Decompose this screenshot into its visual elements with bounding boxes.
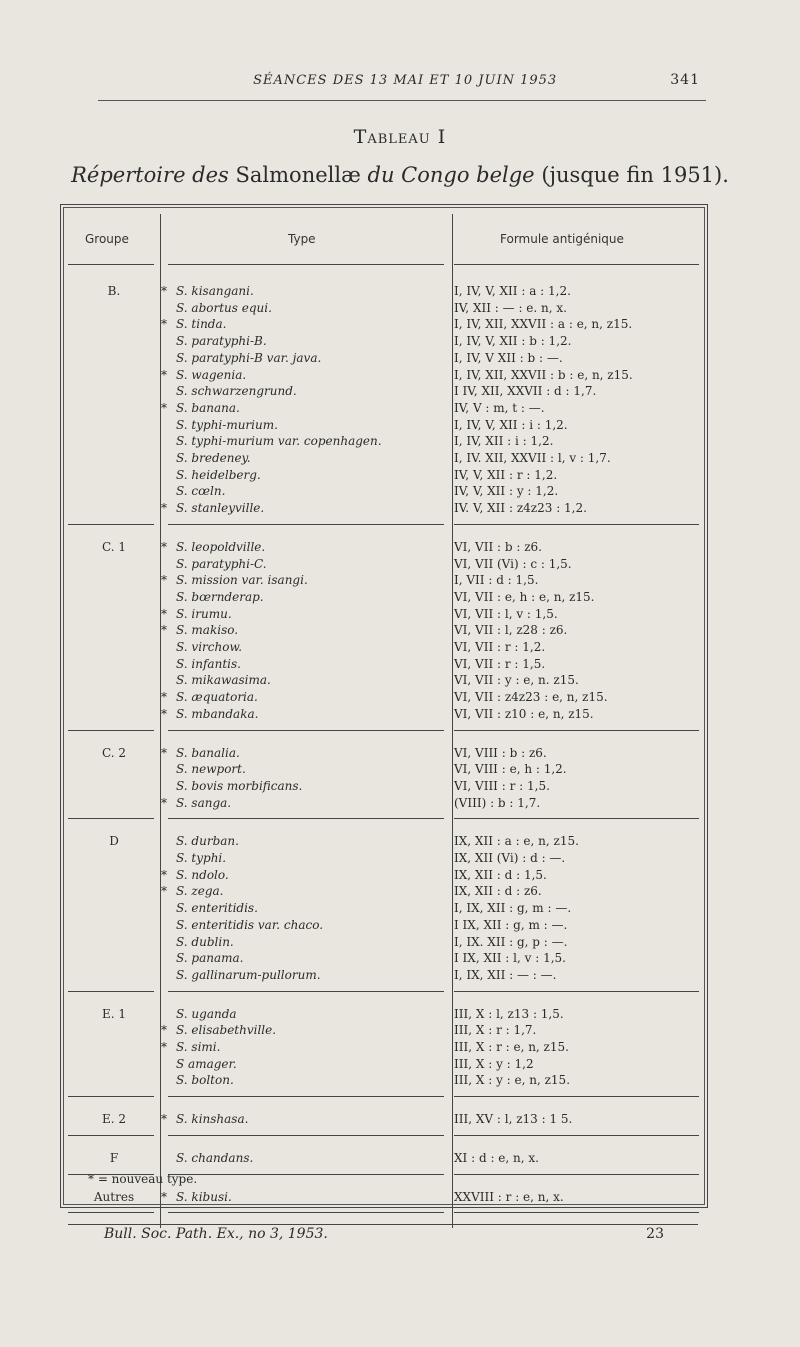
new-type-marker: * (161, 1023, 167, 1038)
salmonella-type: S. makiso. (176, 623, 239, 638)
salmonella-type: S. mbandaka. (176, 706, 259, 721)
antigenic-formula: IX, XII : d : 1,5. (454, 867, 547, 882)
salmonella-type: S. bredeney. (176, 451, 251, 465)
salmonella-type: S. enteritidis. (176, 901, 258, 916)
antigenic-formula: III, X : y : 1,2 (454, 1056, 534, 1071)
salmonella-type: S. typhi-murium. (176, 417, 278, 432)
salmonella-type: S. elisabethville. (176, 1023, 277, 1038)
subtitle-part4: (jusque fin 1951). (541, 163, 729, 187)
formula-header-rule (454, 264, 699, 265)
salmonella-type: S. sanga. (176, 795, 232, 810)
antigenic-formula: IX, XII : a : e, n, z15. (454, 834, 579, 849)
antigenic-formula: IV, V, XII : y : 1,2. (454, 484, 559, 499)
antigenic-formula: I, IV, V, XII : i : 1,2. (454, 417, 568, 432)
salmonella-type: S. paratyphi-B. (176, 334, 267, 349)
salmonella-type: S. paratyphi-C. (176, 556, 267, 571)
salmonella-type: S. banana. (176, 400, 240, 415)
salmonella-type: S. bœrnderap. (176, 589, 264, 604)
salmonella-type: S. æquatoria. (176, 690, 258, 705)
type-separator (168, 1135, 444, 1136)
new-type-marker: * (161, 1189, 167, 1204)
antigenic-formula: III, X : r : e, n, z15. (454, 1040, 569, 1054)
column-divider-1 (160, 214, 161, 1228)
salmonella-type: S. irumu. (176, 606, 232, 621)
new-type-marker: * (161, 1112, 167, 1127)
salmonella-type: S. typhi-murium var. copenhagen. (176, 434, 382, 449)
salmonella-type: S amager. (176, 1056, 237, 1071)
antigenic-formula: VI, VII : l, z28 : z6. (454, 623, 568, 638)
new-type-marker: * (161, 745, 167, 760)
salmonella-type: S. dublin. (176, 934, 234, 949)
antigenic-formula: I, IV, V XII : b : —. (454, 350, 563, 365)
page-footer (104, 1226, 664, 1242)
salmonella-type: S. enteritidis var. chaco. (176, 917, 324, 932)
antigenic-formula: VI, VII (Vi) : c : 1,5. (454, 556, 572, 571)
column-header-group: Groupe (85, 232, 129, 246)
salmonella-type: S. typhi. (176, 851, 227, 865)
salmonella-type: S. uganda (176, 1006, 237, 1021)
antigenic-formula: VI, VII : l, v : 1,5. (454, 606, 558, 621)
formula-separator (454, 1135, 699, 1136)
salmonella-type: S. bovis morbificans. (176, 778, 303, 793)
salmonella-type: S. wagenia. (176, 367, 247, 382)
antigenic-formula: XI : d : e, n, x. (454, 1150, 539, 1165)
antigenic-formula: VI, VII : z4z23 : e, n, z15. (454, 690, 608, 705)
type-separator (168, 1174, 444, 1175)
salmonella-type: S. paratyphi-B var. java. (176, 350, 322, 365)
antigenic-formula: III, X : y : e, n, z15. (454, 1073, 571, 1088)
group-separator (68, 730, 154, 731)
formula-separator (454, 730, 699, 731)
subtitle-part2: Salmonellæ (235, 163, 361, 187)
header-rule (98, 100, 706, 101)
running-title: SÉANCES DES 13 MAI ET 10 JUIN 1953 (253, 73, 558, 88)
new-type-marker: * (161, 706, 167, 721)
salmonella-type: S. stanleyville. (176, 501, 265, 516)
type-separator (168, 730, 444, 731)
salmonella-type: S. banalia. (176, 745, 240, 760)
antigenic-formula: III, X : r : 1,7. (454, 1023, 537, 1038)
new-type-marker: * (161, 884, 167, 899)
new-type-marker: * (161, 501, 167, 516)
new-type-marker: * (161, 795, 167, 810)
formula-separator (454, 1174, 699, 1175)
salmonella-type: S. abortus equi. (176, 300, 272, 315)
group-separator (68, 1212, 154, 1213)
salmonella-type: S. simi. (176, 1040, 221, 1054)
salmonella-type: S. heidelberg. (176, 467, 261, 482)
page-number: 341 (670, 72, 700, 88)
new-type-marker: * (161, 400, 167, 415)
salmonella-type: S. tinda. (176, 317, 227, 332)
table-frame (60, 204, 708, 1208)
antigenic-formula: I, IV. XII, XXVII : l, v : 1,7. (454, 451, 611, 465)
antigenic-formula: III, X : l, z13 : 1,5. (454, 1006, 564, 1021)
signature-number: 23 (646, 1226, 664, 1242)
new-type-marker: * (161, 1040, 167, 1054)
salmonella-type: S. ndolo. (176, 867, 229, 882)
salmonella-type: S. zega. (176, 884, 224, 899)
antigenic-formula: IV, V : m, t : —. (454, 400, 545, 415)
salmonella-type: S. panama. (176, 951, 244, 966)
group-label: D (109, 834, 119, 849)
formula-separator (454, 1212, 699, 1213)
antigenic-formula: I IX, XII : l, v : 1,5. (454, 951, 566, 966)
salmonella-type: S. kibusi. (176, 1189, 232, 1204)
salmonella-type: S. leopoldville. (176, 539, 266, 554)
antigenic-formula: VI, VIII : b : z6. (454, 745, 547, 760)
subtitle-part3: du Congo belge (367, 163, 535, 187)
formula-separator (454, 524, 699, 525)
antigenic-formula: IV, V, XII : r : 1,2. (454, 467, 558, 482)
type-separator (168, 1212, 444, 1213)
new-type-marker: * (161, 317, 167, 332)
antigenic-formula: III, XV : l, z13 : 1 5. (454, 1112, 573, 1127)
group-separator (68, 524, 154, 525)
table-footnote: * = nouveau type. (88, 1172, 198, 1186)
group-label: E. 2 (101, 1112, 127, 1127)
salmonella-type: S. kisangani. (176, 284, 254, 298)
salmonella-type: S. kinshasa. (176, 1112, 249, 1127)
type-separator (168, 524, 444, 525)
column-header-formula: Formule antigénique (500, 232, 624, 246)
group-label: C. 1 (101, 539, 127, 554)
antigenic-formula: I IV, XII, XXVII : d : 1,7. (454, 384, 597, 399)
antigenic-formula: IV, XII : — : e. n, x. (454, 300, 567, 315)
new-type-marker: * (161, 690, 167, 705)
antigenic-formula: IX, XII (Vi) : d : —. (454, 851, 566, 865)
formula-separator (454, 1096, 699, 1097)
group-label: F (109, 1150, 119, 1165)
antigenic-formula: I, VII : d : 1,5. (454, 573, 539, 588)
antigenic-formula: (VIII) : b : 1,7. (454, 795, 541, 810)
salmonella-type: S. cœln. (176, 484, 226, 499)
antigenic-formula: I, IV, XII, XXVII : a : e, n, z15. (454, 317, 633, 332)
column-divider-2 (452, 214, 453, 1228)
formula-separator (454, 991, 699, 992)
type-separator (168, 818, 444, 819)
salmonella-type: S. newport. (176, 762, 246, 777)
new-type-marker: * (161, 539, 167, 554)
antigenic-formula: VI, VIII : e, h : 1,2. (454, 762, 567, 777)
group-header-rule (68, 264, 154, 265)
salmonella-type: S. bolton. (176, 1073, 234, 1088)
new-type-marker: * (161, 867, 167, 882)
group-separator (68, 1096, 154, 1097)
salmonella-type: S. chandans. (176, 1150, 254, 1165)
salmonella-type: S. virchow. (176, 640, 243, 654)
new-type-marker: * (161, 623, 167, 638)
type-separator (168, 991, 444, 992)
running-header (100, 72, 700, 88)
new-type-marker: * (161, 367, 167, 382)
antigenic-formula: VI, VII : b : z6. (454, 539, 542, 554)
type-header-rule (168, 264, 444, 265)
antigenic-formula: I, IX, XII : — : —. (454, 967, 557, 982)
group-label: C. 2 (101, 745, 127, 760)
antigenic-formula: I, IV, V, XII : a : 1,2. (454, 284, 571, 298)
group-separator (68, 991, 154, 992)
antigenic-formula: I, IV, XII, XXVII : b : e, n, z15. (454, 367, 633, 382)
salmonella-type: S. durban. (176, 834, 239, 849)
group-separator (68, 1135, 154, 1136)
salmonella-type: S. mikawasima. (176, 673, 271, 688)
antigenic-formula: IV. V, XII : z4z23 : 1,2. (454, 501, 587, 516)
antigenic-formula: VI, VIII : r : 1,5. (454, 778, 550, 793)
salmonella-type: S. gallinarum-pullorum. (176, 967, 321, 982)
group-label: B. (107, 284, 121, 298)
table-title: Tableau I (353, 126, 447, 148)
group-label: Autres (93, 1189, 135, 1204)
table-subtitle (0, 163, 800, 187)
journal-citation: Bull. Soc. Path. Ex., no 3, 1953. (104, 1226, 328, 1242)
new-type-marker: * (161, 573, 167, 588)
antigenic-formula: I, IV, V, XII : b : 1,2. (454, 334, 572, 349)
antigenic-formula: I IX, XII : g, m : —. (454, 917, 568, 932)
formula-separator (454, 818, 699, 819)
antigenic-formula: VI, VII : r : 1,2. (454, 640, 546, 654)
salmonella-type: S. mission var. isangi. (176, 573, 308, 588)
salmonella-type: S. infantis. (176, 656, 241, 671)
antigenic-formula: I, IV, XII : i : 1,2. (454, 434, 554, 449)
group-separator (68, 818, 154, 819)
antigenic-formula: IX, XII : d : z6. (454, 884, 542, 899)
antigenic-formula: I, IX, XII : g, m : —. (454, 901, 572, 916)
group-label: E. 1 (101, 1006, 127, 1021)
antigenic-formula: XXVIII : r : e, n, x. (454, 1189, 564, 1204)
salmonella-type: S. schwarzengrund. (176, 384, 297, 399)
antigenic-formula: VI, VII : e, h : e, n, z15. (454, 589, 595, 604)
subtitle-part1: Répertoire des (71, 163, 229, 187)
column-header-type: Type (288, 232, 316, 246)
type-separator (168, 1096, 444, 1097)
antigenic-formula: I, IX. XII : g, p : —. (454, 934, 568, 949)
new-type-marker: * (161, 284, 167, 298)
antigenic-formula: VI, VII : r : 1,5. (454, 656, 546, 671)
antigenic-formula: VI, VII : z10 : e, n, z15. (454, 706, 594, 721)
new-type-marker: * (161, 606, 167, 621)
antigenic-formula: VI, VII : y : e, n. z15. (454, 673, 579, 688)
